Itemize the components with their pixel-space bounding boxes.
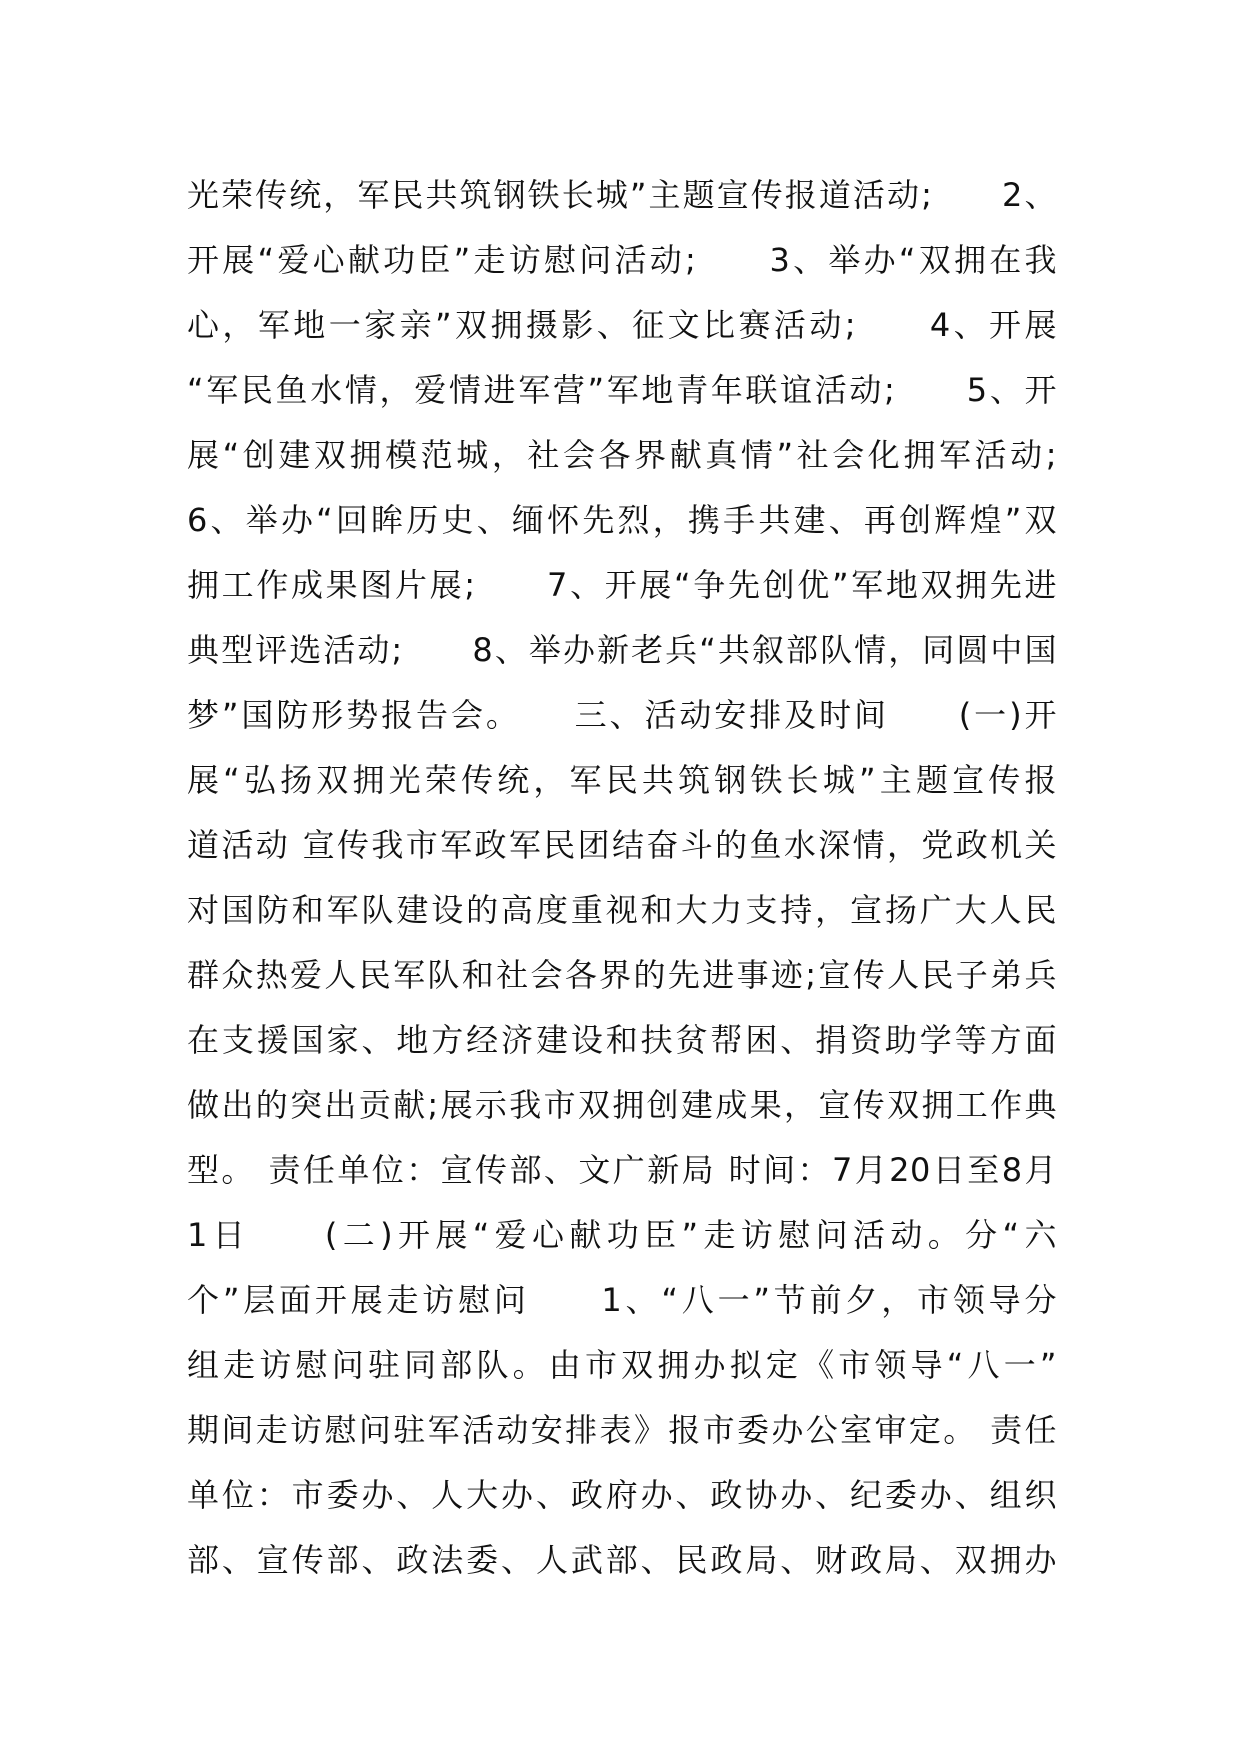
text-line: “军民鱼水情，爱情进军营”军地青年联谊活动; 5、开 xyxy=(187,371,1057,409)
text-line: 梦”国防形势报告会。 三、活动安排及时间 (一)开 xyxy=(187,696,1057,734)
text-line: 典型评选活动; 8、举办新老兵“共叙部队情，同圆中国 xyxy=(187,631,1057,669)
text-line: 做出的突出贡献;展示我市双拥创建成果，宣传双拥工作典 xyxy=(187,1086,1057,1124)
text-line: 单位：市委办、人大办、政府办、政协办、纪委办、组织 xyxy=(187,1476,1057,1514)
text-line: 群众热爱人民军队和社会各界的先进事迹;宣传人民子弟兵 xyxy=(187,956,1057,994)
text-line: 开展“爱心献功臣”走访慰问活动; 3、举办“双拥在我 xyxy=(187,241,1057,279)
text-line: 对国防和军队建设的高度重视和大力支持，宣扬广大人民 xyxy=(187,891,1057,929)
text-line: 拥工作成果图片展; 7、开展“争先创优”军地双拥先进 xyxy=(187,566,1057,604)
text-line: 在支援国家、地方经济建设和扶贫帮困、捐资助学等方面 xyxy=(187,1021,1057,1059)
text-line: 个”层面开展走访慰问 1、“八一”节前夕，市领导分 xyxy=(187,1281,1057,1319)
text-line: 1日 (二)开展“爱心献功臣”走访慰问活动。分“六 xyxy=(187,1216,1057,1254)
text-line: 光荣传统，军民共筑钢铁长城”主题宣传报道活动; 2、 xyxy=(187,176,1057,214)
text-line: 展“创建双拥模范城，社会各界献真情”社会化拥军活动; xyxy=(187,436,1057,474)
text-line: 型。 责任单位：宣传部、文广新局 时间：7月20日至8月 xyxy=(187,1151,1057,1189)
text-line: 期间走访慰问驻军活动安排表》报市委办公室审定。 责任 xyxy=(187,1411,1057,1449)
text-line: 心，军地一家亲”双拥摄影、征文比赛活动; 4、开展 xyxy=(187,306,1057,344)
text-line: 道活动 宣传我市军政军民团结奋斗的鱼水深情，党政机关 xyxy=(187,826,1057,864)
text-line: 组走访慰问驻同部队。由市双拥办拟定《市领导“八一” xyxy=(187,1346,1057,1384)
body-text xyxy=(187,163,1057,1593)
text-line: 6、举办“回眸历史、缅怀先烈，携手共建、再创辉煌”双 xyxy=(187,501,1057,539)
text-line: 展“弘扬双拥光荣传统，军民共筑钢铁长城”主题宣传报 xyxy=(187,761,1057,799)
text-line: 部、宣传部、政法委、人武部、民政局、财政局、双拥办 xyxy=(187,1541,1057,1579)
